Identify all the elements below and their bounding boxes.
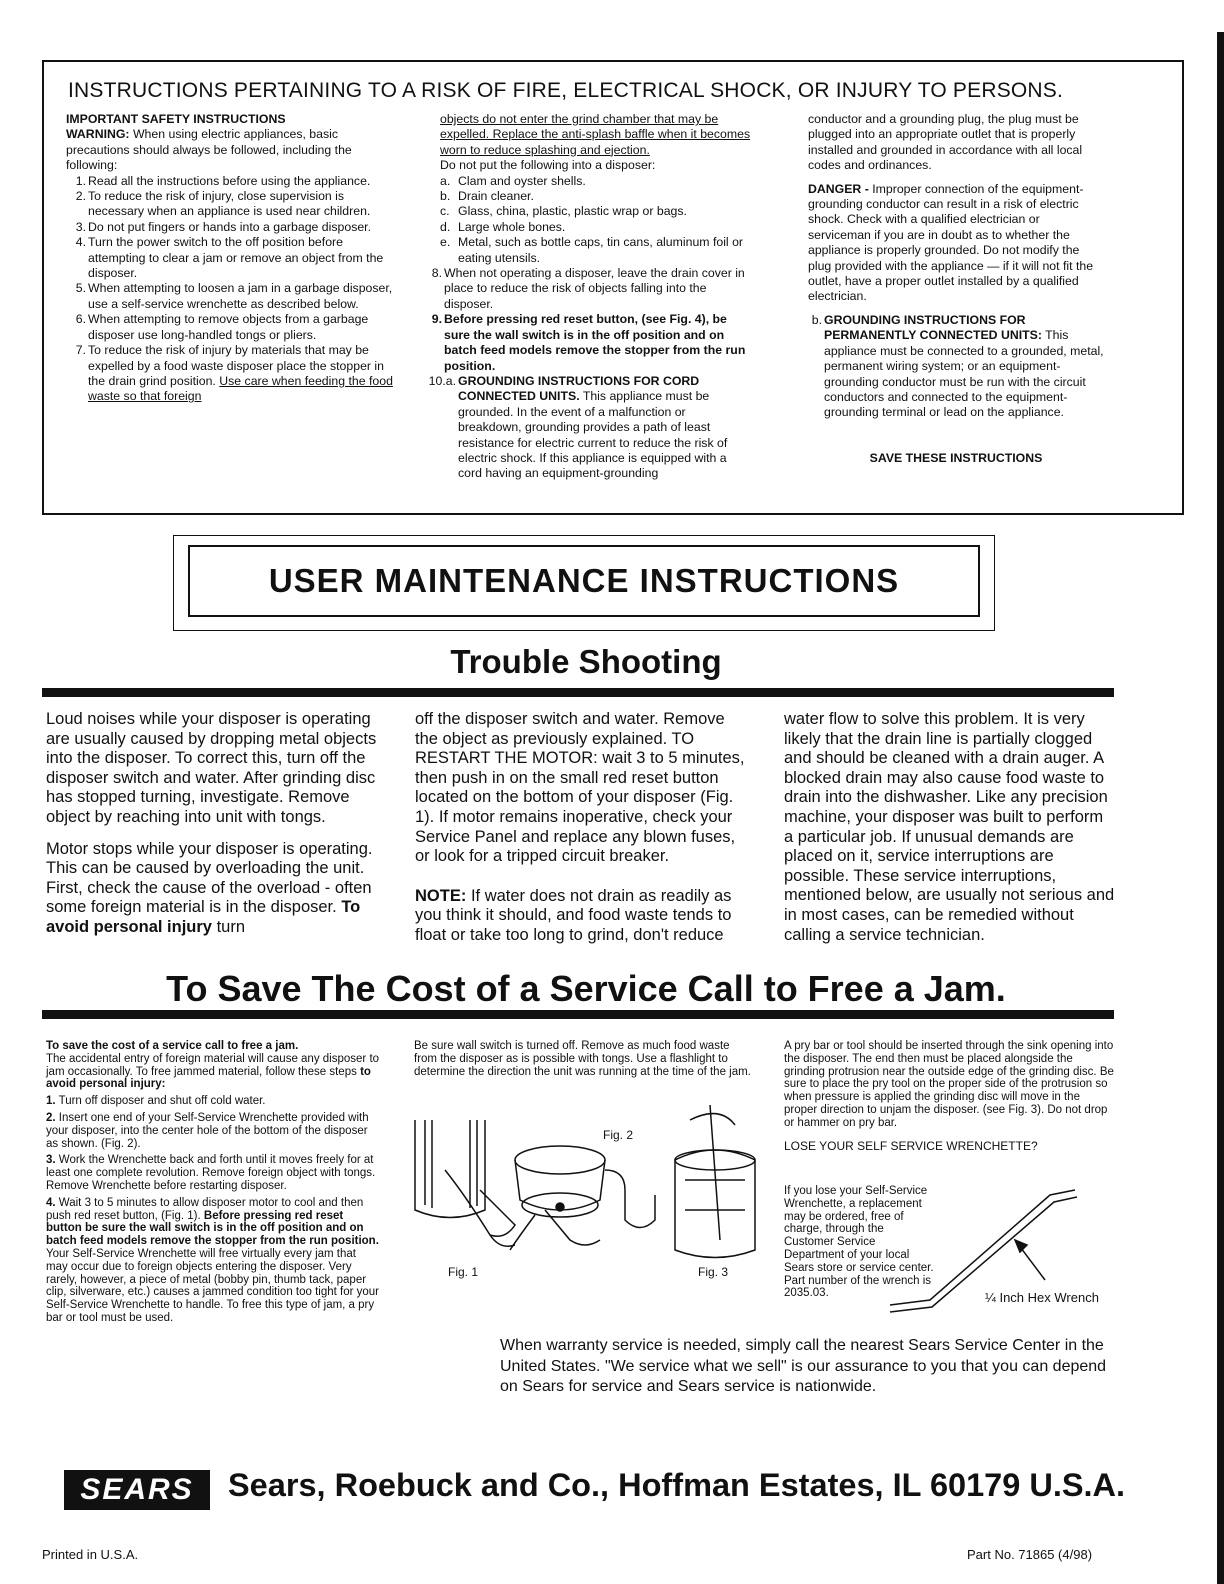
jam-step-2: 2. Insert one end of your Self-Service Wrenchette provided with your disposer, into the center hole of the bottom of the disposer as shown. (Fig. 2). (46, 1111, 369, 1150)
safety-item-3: 3. Do not put fingers or hands into a garbage disposer. (75, 219, 372, 234)
safety-item-8: 8. When not operating a disposer, leave the drain cover in place to reduce the risk of objects falling into the disposer. (431, 266, 745, 311)
part-number: Part No. 71865 (4/98) (967, 1547, 1093, 1562)
fig-2-label: Fig. 2 (603, 1128, 634, 1142)
motor-stops-paragraph: Motor stops while your disposer is operating. This can be caused by overloading the unit. First, check the cause of the overload - often some foreign material is in the disposer. To avoid personal injury turn (46, 839, 373, 936)
danger-paragraph: DANGER - Improper connection of the equipment-grounding conductor can result in a risk of electric shock. Check with a qualified electrician or serviceman if you are in doubt as to whether the appliance is properly grounded. Do not modify the plug provided with the appliance — if it will not fit the outlet, have a proper outlet installed by a qualified electrician. (808, 181, 1094, 304)
safety-item-7-continued: objects do not enter the grind chamber that may be expelled. Replace the anti-splash baffle when it becomes worn to reduce splashing and ejection. (440, 112, 751, 157)
fig-1-label: Fig. 1 (448, 1265, 479, 1279)
fig1-disposer-drawing (415, 1120, 515, 1246)
note-paragraph: NOTE: If water does not drain as readily as you think it should, and food waste tends to float or take too long to grind, don't reduce (415, 886, 732, 944)
safety-item-10b: b. GROUNDING INSTRUCTIONS FOR PERMANENTLY CONNECTED UNITS: This appliance must be connected to a grounded, metal, permanent wiring system; or an equipment-grounding conductor must be run with the circuit conductors and connected to the equipment-grounding terminal or lead on the appliance. (811, 312, 1104, 420)
safety-column-1 (66, 112, 396, 405)
safety-item-6: 6. When attempting to remove objects from a garbage disposer use long-handled tongs or pliers. (75, 312, 369, 342)
hex-wrench-label: ¼ Inch Hex Wrench (985, 1290, 1099, 1305)
exclusion-a: a. Clam and oyster shells. (440, 173, 586, 188)
jam-column-2 (414, 1040, 752, 1082)
troubleshooting-column-1 (46, 710, 380, 950)
safety-column-3 (808, 112, 1104, 466)
printed-in: Printed in U.S.A. (42, 1547, 139, 1562)
fig2-disposer-drawing (510, 1146, 655, 1250)
grounding-continued: conductor and a grounding plug, the plug must be plugged into an appropriate outlet that is properly installed and grounded in accordance with all local codes and ordinances. (808, 112, 1083, 173)
troubleshooting-title: Trouble Shooting (450, 643, 722, 680)
troubleshooting-rule (42, 688, 1114, 697)
troubleshooting-column-2 (415, 710, 751, 958)
jam-rule (42, 1010, 1114, 1019)
sears-logo: SEARS (64, 1470, 210, 1510)
safety-heading: IMPORTANT SAFETY INSTRUCTIONS (66, 112, 286, 126)
troubleshooting-column-3 (784, 710, 1116, 957)
safety-item-10a: 10.a. GROUNDING INSTRUCTIONS FOR CORD CONNECTED UNITS. This appliance must be grounded. In the event of a malfunction or breakdown, grounding provides a path of least resistance for electric current to reduce the risk of electric shock. If this appliance is equipped with a cord having an equipment-grounding (428, 373, 728, 481)
fig-3-label: Fig. 3 (698, 1265, 729, 1279)
disposer-illustration (410, 1100, 760, 1280)
exclusion-e: e. Metal, such as bottle caps, tin cans, aluminum foil or eating utensils. (440, 235, 744, 265)
company-address: Sears, Roebuck and Co., Hoffman Estates, IL 60179 U.S.A. (228, 1467, 1126, 1503)
loud-noise-paragraph: Loud noises while your disposer is operating are usually caused by dropping metal objects into the disposer. To correct this, turn off the disposer switch and water. After grinding disc has stopped turning, investigate. Remove object by reaching into unit with tongs. (46, 710, 377, 826)
disposer-exclusions-intro: Do not put the following into a disposer: (440, 158, 656, 173)
page-edge-bar (1217, 32, 1224, 1584)
maintenance-title: USER MAINTENANCE INSTRUCTIONS (268, 562, 900, 599)
jam-intro: The accidental entry of foreign material will cause any disposer to jam occasionally. To free jammed material, follow these steps to avoid personal injury: (46, 1052, 380, 1091)
safety-title: INSTRUCTIONS PERTAINING TO A RISK OF FIRE, ELECTRICAL SHOCK, OR INJURY TO PERSONS. (68, 79, 1064, 102)
jam-column-1 (46, 1040, 380, 1329)
jam-tail: Your Self-Service Wrenchette will free virtually every jam that may occur due to foreign objects entering the disposer. Very rarely, however, a piece of metal (bobby pin, thumb tack, paper clip, silverware, etc.) causes a jammed condition too tight for your Self-Service Wrenchette to handle. To free this type of jam, a pry bar or tool must be used. (46, 1247, 380, 1324)
warning-paragraph: WARNING: When using electric appliances, basic precautions should always be followed, including the following: (66, 127, 352, 173)
maintenance-banner (188, 545, 980, 617)
jam-title: To Save The Cost of a Service Call to Free a Jam. (166, 968, 1006, 1009)
warranty-note: When warranty service is needed, simply call the nearest Sears Service Center in the United States. "We service what we sell" is our assurance to you that you can depend on Sears for service and Sears service is nationwide. (500, 1337, 1107, 1395)
jam-step-4: 4. Wait 3 to 5 minutes to allow disposer motor to cool and then push red reset button, (Fig. 1). Before pressing red reset button be sure the wall switch is in the off position and on batch feed models remove the stopper from the run position. (46, 1196, 379, 1248)
jam-column-3 (784, 1040, 1116, 1156)
safety-column-2 (422, 112, 752, 482)
fig3-disposer-drawing (675, 1105, 755, 1258)
exclusion-d: d. Large whole bones. (440, 219, 566, 234)
pry-bar-paragraph: A pry bar or tool should be inserted through the sink opening into the disposer. The end then must be placed alongside the grinding protrusion near the outside edge of the grinding disc. Be sure to place the pry tool on the proper side of the protrusion so when pressure is applied the grinding disc will move in the proper direction to unjam the disposer. (see Fig. 3). Do not drop or hammer on pry bar. (784, 1040, 1114, 1129)
jam-step-3: 3. Work the Wrenchette back and forth until it moves freely for at least one complete revolution. Remove foreign object with tongs. Remove Wrenchette before restarting disposer. (46, 1154, 376, 1192)
safety-item-9: 9. Before pressing red reset button, (see Fig. 4), be sure the wall switch is in the off position and on batch feed models remove the stopper from the run position. (431, 312, 746, 373)
safety-item-2: 2. To reduce the risk of injury, close supervision is necessary when an appliance is used near children. (75, 189, 371, 219)
restart-motor-paragraph: off the disposer switch and water. Remove the object as previously explained. TO RESTART THE MOTOR: wait 3 to 5 minutes, then push in on the small red reset button located on the bottom of your disposer (Fig. 1). If motor remains inoperative, check your Service Panel and replace any blown fuses, or look for a tripped circuit breaker. (415, 710, 745, 866)
jam-column-2-text: Be sure wall switch is turned off. Remove as much food waste from the disposer as is possible with tongs. Use a flashlight to determine the direction the unit was running at the time of the jam. (414, 1040, 751, 1078)
jam-heading: To save the cost of a service call to free a jam. (46, 1040, 299, 1052)
drain-paragraph: water flow to solve this problem. It is very likely that the drain line is partially clogged and should be cleaned with a drain auger. A blocked drain may also cause food waste to drain into the dishwasher. Like any precision machine, your disposer was built to perform a particular job. If unusual demands are placed on it, service interruptions are possible. These service interruptions, mentioned below, are usually not serious and in most cases, can be remedied without calling a service technician. (784, 710, 1115, 944)
safety-item-1: 1. Read all the instructions before using the appliance. (75, 173, 371, 188)
jam-step-1: 1. Turn off disposer and shut off cold water. (46, 1095, 266, 1108)
exclusion-c: c. Glass, china, plastic, plastic wrap or bags. (440, 204, 687, 219)
save-instructions: SAVE THESE INSTRUCTIONS (869, 450, 1043, 465)
safety-item-4: 4. Turn the power switch to the off position before attempting to clear a jam or remove an object from the disposer. (75, 235, 384, 281)
lose-wrenchette-text: If you lose your Self-Service Wrenchette, a replacement may be ordered, free of charge, through the Customer Service Department of your local Sears store or service center. Part number of the wrench is 2035.03. (784, 1185, 934, 1300)
exclusion-b: b. Drain cleaner. (440, 189, 534, 204)
lose-wrenchette-heading: LOSE YOUR SELF SERVICE WRENCHETTE? (784, 1138, 1038, 1153)
safety-item-7: 7. To reduce the risk of injury by materials that may be expelled by a food waste disposer place the stopper in the drain grind position. Use care when feeding the food waste so that foreign (75, 343, 393, 404)
safety-item-5: 5. When attempting to loosen a jam in a garbage disposer, use a self-service wrenchette as described below. (75, 281, 393, 311)
